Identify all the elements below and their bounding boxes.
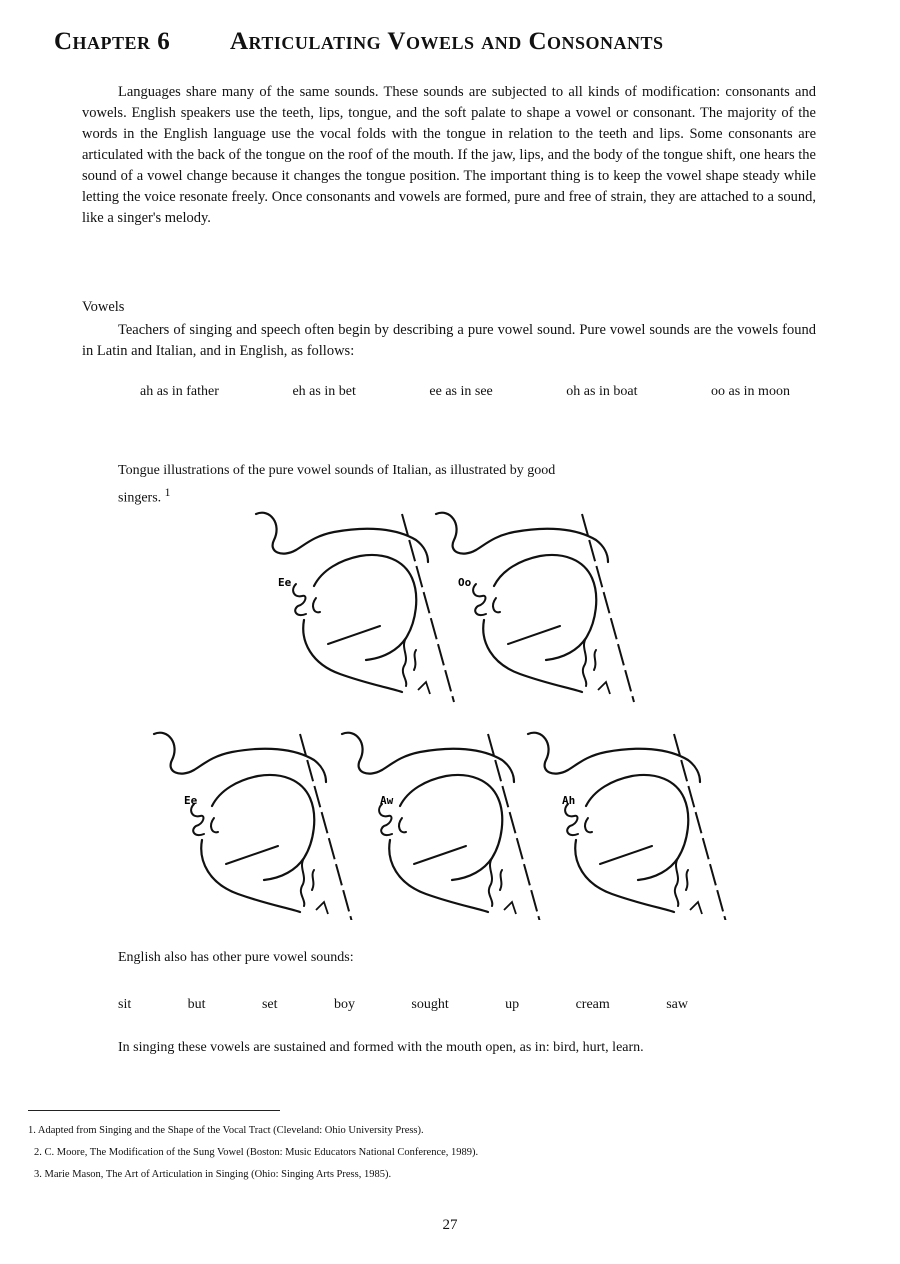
- vocal-tract-figure: [130, 500, 750, 920]
- example-word: but: [187, 997, 206, 1012]
- pure-vowel-item: oo as in moon: [711, 384, 790, 399]
- footnote: 1. Adapted from Singing and the Shape of the Vocal Tract (Cleveland: Ohio University Press).: [28, 1125, 424, 1136]
- footnotes: [28, 1120, 728, 1186]
- diagram-label: Ah: [562, 794, 576, 807]
- page-number: 27: [442, 1217, 458, 1233]
- vowels-paragraph: Teachers of singing and speech often begin by describing a pure vowel sound. Pure vowel sounds are the vowels found in Latin and Italian, and in English, as follows:: [82, 322, 816, 359]
- example-word: sit: [118, 997, 132, 1012]
- chapter-number: Chapter 6: [54, 28, 171, 55]
- example-words: [118, 997, 688, 1019]
- example-word: set: [261, 997, 278, 1012]
- chapter-title: Articulating Vowels and Consonants: [230, 28, 664, 55]
- pure-vowel-item: oh as in boat: [566, 384, 638, 399]
- example-word: sought: [411, 997, 449, 1012]
- footnote: 3. Marie Mason, The Art of Articulation in Singing (Ohio: Singing Arts Press, 1985).: [34, 1169, 392, 1180]
- running-header: [54, 28, 860, 58]
- tract-diagram: [342, 733, 540, 920]
- tract-diagram: [256, 513, 454, 702]
- example-word: boy: [333, 997, 355, 1012]
- tract-diagram: [528, 733, 726, 920]
- diagram-label: Ee: [278, 576, 292, 589]
- summary-line: In singing these vowels are sustained and formed with the mouth open, as in: bird, hurt, learn.: [118, 1040, 644, 1055]
- figure-caption-text: Tongue illustrations of the pure vowel sounds of Italian, as illustrated by good singers.: [118, 463, 556, 506]
- pure-vowel-item: eh as in bet: [292, 384, 356, 399]
- example-word: cream: [575, 997, 610, 1012]
- diagram-label: Aw: [380, 794, 394, 807]
- tract-diagram: [154, 733, 352, 920]
- caption-note-ref: 1: [164, 486, 171, 499]
- section-heading-vowels: Vowels: [82, 299, 125, 315]
- pure-vowels-list: [140, 384, 790, 406]
- intro-paragraph: Languages share many of the same sounds. These sounds are subjected to all kinds of modification: consonants and vowels. English speakers use the teeth, lips, tongue, and the soft palate to shape a vowel or consonant. The majority of the words in the English language use the vocal folds with the tongue in relation to the teeth and lips. Some consonants are articulated with the back of the tongue on the roof of the mouth. If the jaw, lips, and the body of the tongue shift, one hears the sound of a vowel change because it changes the tongue position. The important thing is to keep the vowel shape steady while letting the voice resonate freely. Once consonants and vowels are formed, pure and free of strain, they are attached to a sound, like a singer's melody.: [82, 84, 816, 226]
- footnote-divider: [28, 1110, 280, 1111]
- pure-vowel-item: ee as in see: [429, 384, 493, 399]
- example-word: saw: [666, 997, 688, 1012]
- footnote: 2. C. Moore, The Modification of the Sung Vowel (Boston: Music Educators National Conference, 1989).: [34, 1147, 479, 1158]
- diagram-label: Oo: [458, 576, 472, 589]
- tract-diagram: [436, 513, 634, 702]
- example-word: up: [505, 997, 520, 1012]
- diagram-label: Ee: [184, 794, 198, 807]
- english-vowels-line: English also has other pure vowel sounds:: [118, 950, 354, 965]
- pure-vowel-item: ah as in father: [140, 384, 219, 399]
